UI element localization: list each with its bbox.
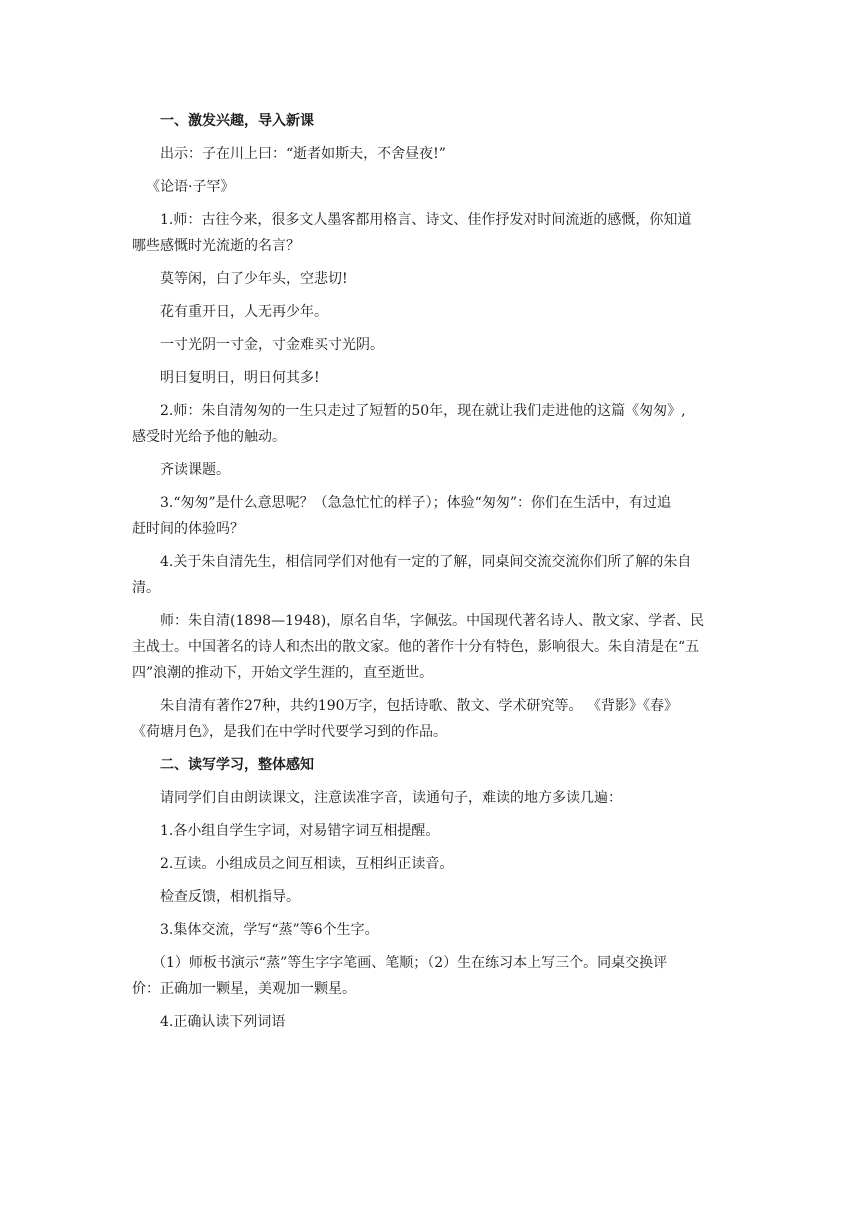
quote-line-4: 明日复明日，明日何其多! bbox=[160, 370, 320, 386]
quote-line-1: 莫等闲，白了少年头，空悲切! bbox=[160, 271, 348, 287]
question-1-line1: 1.师：古往今来，很多文人墨客都用格言、诗文、佳作抒发对时间流逝的感慨，你知道 bbox=[160, 212, 692, 228]
step-2-feedback: 检查反馈，相机指导。 bbox=[160, 889, 300, 905]
section2-heading: 二、读写学习，整体感知 bbox=[160, 757, 314, 773]
step-3-detail bbox=[132, 950, 700, 1002]
works-line2: 《荷塘月色》，是我们在中学时代要学习到的作品。 bbox=[132, 724, 447, 740]
step-4: 4.正确认读下列词语 bbox=[160, 1014, 286, 1030]
read-title: 齐读课题。 bbox=[160, 462, 230, 478]
step-2: 2.互读。小组成员之间互相读，互相纠正读音。 bbox=[160, 856, 454, 872]
biography-line3: 四”浪潮的推动下，开始文学生涯的，直至逝世。 bbox=[132, 665, 434, 681]
question-3-line1: 3.“匆匆”是什么意思呢？（急急忙忙的样子）；体验“匆匆”：你们在生活中，有过追 bbox=[160, 495, 671, 511]
question-4 bbox=[132, 549, 700, 601]
section1-heading: 一、激发兴趣，导入新课 bbox=[160, 113, 314, 129]
question-3 bbox=[132, 490, 700, 542]
section2-intro: 请同学们自由朗读课文，注意读准字音，读通句子，难读的地方多读几遍： bbox=[160, 790, 622, 806]
quote-line-3: 一寸光阴一寸金，寸金难买寸光阴。 bbox=[160, 337, 384, 353]
question-2 bbox=[132, 398, 700, 450]
step-3-detail-line2: 价：正确加一颗星，美观加一颗星。 bbox=[132, 981, 356, 997]
question-4-line1: 4.关于朱自清先生，相信同学们对他有一定的了解，同桌间交流交流你们所了解的朱自 bbox=[160, 554, 692, 570]
quote-line-2: 花有重开日，人无再少年。 bbox=[160, 304, 328, 320]
works bbox=[132, 693, 700, 745]
question-1-line2: 哪些感慨时光流逝的名言？ bbox=[132, 238, 300, 254]
question-3-line2: 赶时间的体验吗？ bbox=[132, 521, 244, 537]
works-line1: 朱自清有著作27种，共约190万字，包括诗歌、散文、学术研究等。 《背影》《春》 bbox=[160, 698, 678, 714]
question-2-line1: 2.师：朱自清匆匆的一生只走过了短暂的50年，现在就让我们走进他的这篇《匆匆》, bbox=[160, 403, 686, 419]
question-2-line2: 感受时光给予他的触动。 bbox=[132, 429, 286, 445]
quote-source: 《论语·子罕》 bbox=[146, 179, 235, 195]
question-4-line2: 清。 bbox=[132, 580, 160, 596]
step-1: 1.各小组自学生字词，对易错字词互相提醒。 bbox=[160, 823, 440, 839]
step-3-detail-line1: （1）师板书演示“蒸”等生字字笔画、笔顺；（2）生在练习本上写三个。同桌交换评 bbox=[152, 955, 668, 971]
biography-line1: 师：朱自清(1898—1948)，原名自华，字佩弦。中国现代著名诗人、散文家、学者、民 bbox=[160, 613, 705, 629]
show-quote: 出示：子在川上曰：“逝者如斯夫，不舍昼夜!” bbox=[160, 146, 446, 162]
step-3: 3.集体交流，学写“蒸”等6个生字。 bbox=[160, 922, 379, 938]
biography bbox=[132, 608, 705, 686]
document-body bbox=[132, 108, 705, 1042]
biography-line2: 主战士。中国著名的诗人和杰出的散文家。他的著作十分有特色，影响很大。朱自清是在“五 bbox=[132, 639, 700, 655]
question-1 bbox=[132, 207, 700, 259]
